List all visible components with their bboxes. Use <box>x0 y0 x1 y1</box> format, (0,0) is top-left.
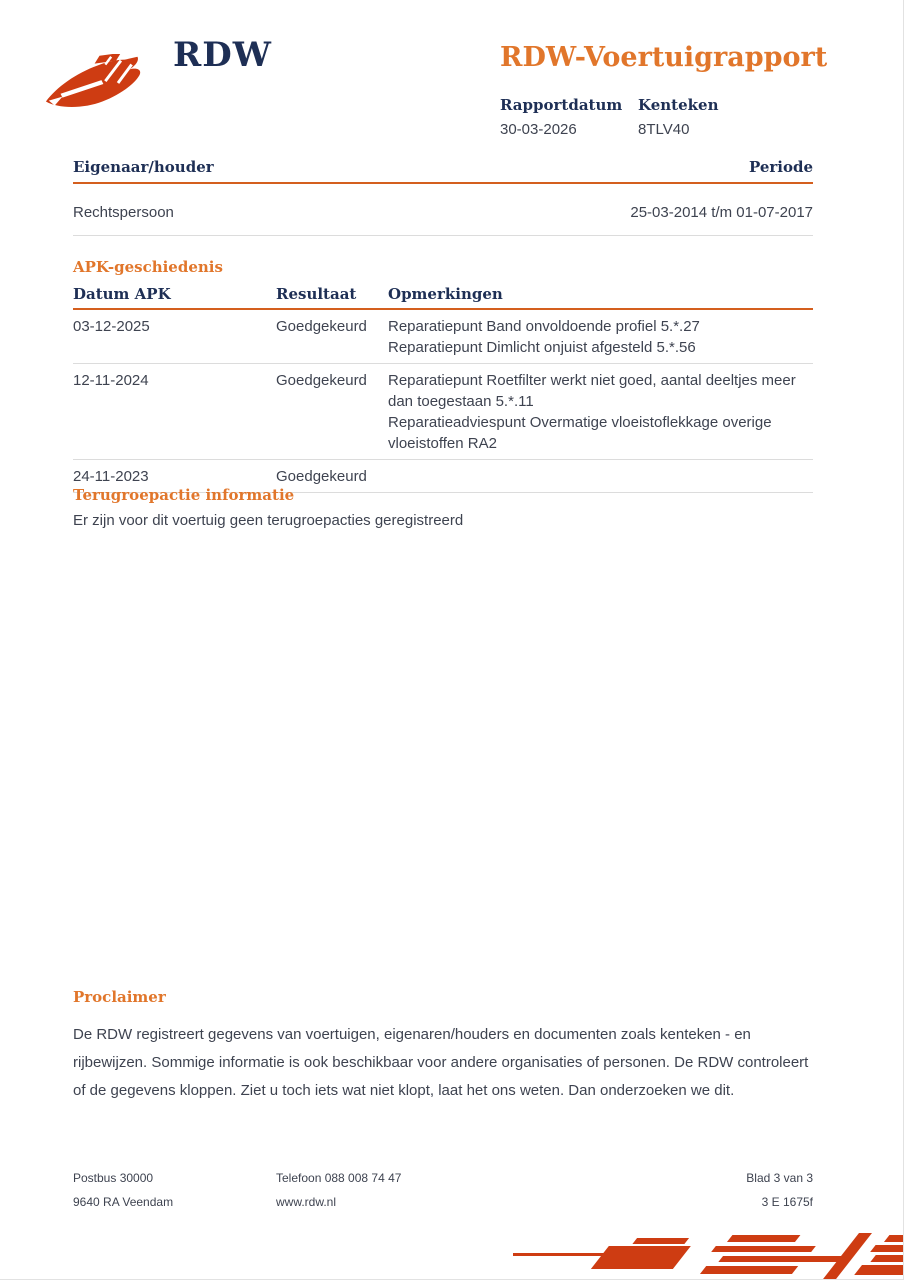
proclaimer-section <box>73 988 813 1105</box>
remark-line: Reparatiepunt Band onvoldoende profiel 5.*.27 <box>388 318 700 335</box>
cell-resultaat: Goedgekeurd <box>276 318 367 335</box>
proclaimer-text: De RDW registreert gegevens van voertuigen, eigenaren/houders en documenten zoals kenteken - en rijbewijzen. Sommige informatie is ook beschikbaar voor andere organisaties of personen. De RDW controleert of de gegevens kloppen. Ziet u toch iets wat niet klopt, laat het ons weten. Dan onderzoeken we dit. <box>73 1026 809 1099</box>
kenteken-value: 8TLV40 <box>638 121 690 138</box>
cell-opmerkingen <box>388 466 813 487</box>
column-header-datum-apk: Datum APK <box>73 285 171 303</box>
apk-table-header <box>73 285 813 310</box>
report-title: RDW-Voertuigrapport <box>500 42 828 73</box>
footer-meta-column <box>746 1166 813 1214</box>
rdw-wing-icon <box>43 54 155 116</box>
rapportdatum-value: 30-03-2026 <box>500 121 577 138</box>
cell-resultaat: Goedgekeurd <box>276 372 367 389</box>
footer-telefoon: Telefoon 088 008 74 47 <box>276 1171 402 1185</box>
cell-opmerkingen <box>388 316 813 358</box>
period-header-label: Periode <box>748 158 813 176</box>
period-value: 25-03-2014 t/m 01-07-2017 <box>630 204 813 221</box>
apk-table-row <box>73 310 813 364</box>
remark-line: Reparatiepunt Dimlicht onjuist afgesteld 5.*.56 <box>388 339 696 356</box>
owner-header-label: Eigenaar/houder <box>73 158 214 176</box>
footer-address-column <box>73 1166 276 1214</box>
column-header-resultaat: Resultaat <box>276 285 357 303</box>
rapportdatum-field <box>500 96 638 138</box>
cell-datum: 12-11-2024 <box>73 372 149 389</box>
column-header-opmerkingen: Opmerkingen <box>388 285 503 303</box>
footer-website: www.rdw.nl <box>276 1195 337 1209</box>
proclaimer-heading: Proclaimer <box>73 988 166 1006</box>
kenteken-label: Kenteken <box>638 96 719 114</box>
remark-line: Reparatieadviespunt Overmatige vloeistoflekkage overige vloeistoffen RA2 <box>388 414 772 452</box>
cell-opmerkingen <box>388 370 813 454</box>
report-fields <box>500 96 718 138</box>
footer-postbus: Postbus 30000 <box>73 1171 154 1185</box>
footer-city: 9640 RA Veendam <box>73 1195 174 1209</box>
recall-section <box>73 486 813 529</box>
footer-page-number: Blad 3 van 3 <box>746 1171 813 1185</box>
speed-stripes-icon <box>513 1233 903 1279</box>
owner-section <box>73 158 813 236</box>
owner-row <box>73 184 813 236</box>
apk-section-heading: APK-geschiedenis <box>73 258 223 276</box>
rdw-logo-text: RDW <box>173 35 272 75</box>
recall-section-heading: Terugroepactie informatie <box>73 486 295 504</box>
apk-history-section <box>73 258 813 493</box>
footer-form-code: 3 E 1675f <box>761 1195 813 1209</box>
rapportdatum-label: Rapportdatum <box>500 96 623 114</box>
remark-line: Reparatiepunt Roetfilter werkt niet goed, aantal deeltjes meer dan toegestaan 5.*.11 <box>388 372 796 410</box>
page-footer <box>73 1166 813 1214</box>
owner-type-value: Rechtspersoon <box>73 204 174 221</box>
recall-section-text: Er zijn voor dit voertuig geen terugroepacties geregistreerd <box>73 512 464 529</box>
cell-datum: 24-11-2023 <box>73 468 149 485</box>
kenteken-field <box>638 96 718 138</box>
rdw-logo <box>43 35 272 116</box>
apk-table-row <box>73 364 813 460</box>
owner-section-header <box>73 158 813 184</box>
cell-datum: 03-12-2025 <box>73 318 150 335</box>
footer-contact-column <box>276 1166 746 1214</box>
cell-resultaat: Goedgekeurd <box>276 468 367 485</box>
